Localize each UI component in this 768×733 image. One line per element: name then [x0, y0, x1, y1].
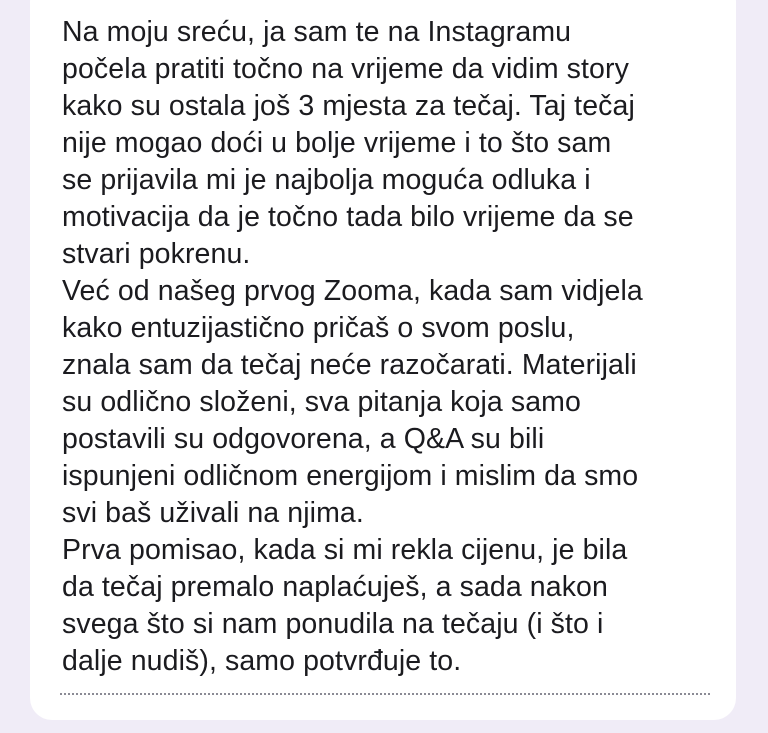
- message-paragraph: [62, 532, 732, 680]
- message-line: znala sam da tečaj neće razočarati. Materijali: [62, 349, 637, 381]
- message-line: počela pratiti točno na vrijeme da vidim story: [62, 53, 629, 85]
- message-line: svi baš uživali na njima.: [62, 497, 364, 529]
- message-paragraph: [62, 273, 732, 532]
- message-text: [62, 14, 732, 680]
- message-line: dalje nudiš), samo potvrđuje to.: [62, 645, 462, 677]
- message-line: Već od našeg prvog Zooma, kada sam vidjela: [62, 275, 643, 307]
- message-line: da tečaj premalo naplaćuješ, a sada nakon: [62, 571, 608, 603]
- message-line: motivacija da je točno tada bilo vrijeme da se: [62, 201, 634, 233]
- message-line: stvari pokrenu.: [62, 238, 251, 270]
- message-paragraph: [62, 14, 732, 273]
- dotted-divider: [60, 693, 710, 695]
- message-line: kako entuzijastično pričaš o svom poslu,: [62, 312, 575, 344]
- message-line: postavili su odgovorena, a Q&A su bili: [62, 423, 545, 455]
- message-line: Prva pomisao, kada si mi rekla cijenu, je bila: [62, 534, 628, 566]
- message-line: ispunjeni odličnom energijom i mislim da smo: [62, 460, 639, 492]
- message-line: su odlično složeni, sva pitanja koja samo: [62, 386, 581, 418]
- message-line: svega što si nam ponudila na tečaju (i što i: [62, 608, 604, 640]
- message-line: kako su ostala još 3 mjesta za tečaj. Taj tečaj: [62, 90, 635, 122]
- message-line: nije mogao doći u bolje vrijeme i to što sam: [62, 127, 612, 159]
- message-line: Na moju sreću, ja sam te na Instagramu: [62, 16, 572, 48]
- message-line: se prijavila mi je najbolja moguća odluka i: [62, 164, 591, 196]
